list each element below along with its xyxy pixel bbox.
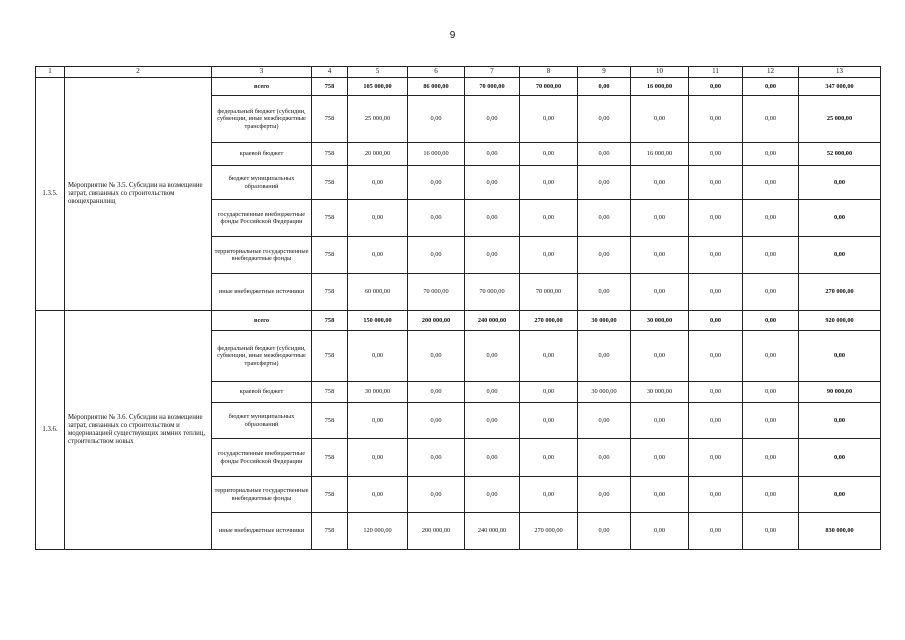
funding-source: территориальные государственные внебюджетные фонды (212, 237, 312, 274)
amount-cell: 0,00 (631, 513, 689, 550)
amount-cell: 0,00 (631, 331, 689, 382)
amount-cell: 0,00 (520, 143, 578, 166)
amount-cell: 0,00 (520, 96, 578, 143)
amount-cell: 0,00 (520, 477, 578, 513)
amount-cell: 16 000,00 (408, 143, 465, 166)
amount-cell: 0,00 (348, 477, 408, 513)
grbs-code: 758 (312, 143, 348, 166)
amount-cell: 0,00 (578, 96, 631, 143)
amount-cell: 0,00 (408, 237, 465, 274)
total-cell: 0,00 (799, 237, 881, 274)
amount-cell: 0,00 (743, 143, 799, 166)
amount-cell: 0,00 (743, 331, 799, 382)
total-cell: 830 000,00 (799, 513, 881, 550)
activity-title: Мероприятие № 3.6. Субсидии на возмещение затрат, связанных со строительством и модернизацией существующих зимних теплиц, строительством новых (65, 311, 212, 550)
amount-cell: 0,00 (578, 274, 631, 311)
amount-cell: 0,00 (631, 200, 689, 237)
funding-source: федеральный бюджет (субсидии, субвенции, иные межбюджетные трансферты) (212, 331, 312, 382)
amount-cell: 0,00 (408, 200, 465, 237)
column-header: 7 (465, 67, 520, 78)
amount-cell: 0,00 (465, 477, 520, 513)
total-cell: 270 000,00 (799, 274, 881, 311)
budget-table (35, 66, 881, 550)
funding-source: всего (212, 311, 312, 331)
amount-cell: 240 000,00 (465, 513, 520, 550)
activity-code: 1.3.5. (36, 78, 65, 311)
amount-cell: 200 000,00 (408, 513, 465, 550)
amount-cell: 0,00 (465, 382, 520, 403)
total-cell: 920 000,00 (799, 311, 881, 331)
funding-source: государственные внебюджетные фонды Российской Федерации (212, 439, 312, 477)
funding-source: бюджет муниципальных образований (212, 166, 312, 200)
table-header-row (36, 67, 881, 78)
amount-cell: 270 000,00 (520, 311, 578, 331)
amount-cell: 86 000,00 (408, 78, 465, 96)
column-header: 4 (312, 67, 348, 78)
column-header: 1 (36, 67, 65, 78)
amount-cell: 70 000,00 (465, 78, 520, 96)
amount-cell: 0,00 (465, 403, 520, 439)
funding-source: государственные внебюджетные фонды Российской Федерации (212, 200, 312, 237)
amount-cell: 0,00 (743, 477, 799, 513)
amount-cell: 30 000,00 (578, 311, 631, 331)
amount-cell: 0,00 (578, 143, 631, 166)
funding-source: территориальные государственные внебюджетные фонды (212, 477, 312, 513)
amount-cell: 0,00 (689, 311, 743, 331)
grbs-code: 758 (312, 382, 348, 403)
amount-cell: 0,00 (743, 439, 799, 477)
amount-cell: 0,00 (348, 439, 408, 477)
column-header: 3 (212, 67, 312, 78)
amount-cell: 0,00 (689, 78, 743, 96)
funding-source: иные внебюджетные источники (212, 513, 312, 550)
total-cell: 25 000,00 (799, 96, 881, 143)
total-cell: 0,00 (799, 331, 881, 382)
amount-cell: 0,00 (743, 311, 799, 331)
amount-cell: 0,00 (689, 439, 743, 477)
amount-cell: 0,00 (578, 403, 631, 439)
amount-cell: 0,00 (520, 403, 578, 439)
amount-cell: 0,00 (743, 403, 799, 439)
amount-cell: 0,00 (520, 331, 578, 382)
amount-cell: 270 000,00 (520, 513, 578, 550)
amount-cell: 0,00 (631, 96, 689, 143)
activity-code: 1.3.6. (36, 311, 65, 550)
amount-cell: 0,00 (408, 382, 465, 403)
amount-cell: 105 000,00 (348, 78, 408, 96)
amount-cell: 60 000,00 (348, 274, 408, 311)
amount-cell: 0,00 (578, 331, 631, 382)
amount-cell: 0,00 (465, 331, 520, 382)
amount-cell: 240 000,00 (465, 311, 520, 331)
grbs-code: 758 (312, 200, 348, 237)
amount-cell: 25 000,00 (348, 96, 408, 143)
amount-cell: 0,00 (578, 78, 631, 96)
amount-cell: 30 000,00 (631, 311, 689, 331)
total-cell: 0,00 (799, 477, 881, 513)
amount-cell: 0,00 (520, 237, 578, 274)
grbs-code: 758 (312, 311, 348, 331)
amount-cell: 20 000,00 (348, 143, 408, 166)
amount-cell: 0,00 (408, 439, 465, 477)
table-row (36, 78, 881, 96)
funding-source: всего (212, 78, 312, 96)
amount-cell: 70 000,00 (520, 274, 578, 311)
grbs-code: 758 (312, 439, 348, 477)
amount-cell: 16 000,00 (631, 78, 689, 96)
amount-cell: 0,00 (578, 513, 631, 550)
total-cell: 0,00 (799, 200, 881, 237)
amount-cell: 0,00 (465, 143, 520, 166)
page-number: 9 (449, 30, 456, 41)
amount-cell: 0,00 (348, 331, 408, 382)
amount-cell: 0,00 (408, 403, 465, 439)
amount-cell: 0,00 (465, 200, 520, 237)
amount-cell: 0,00 (348, 166, 408, 200)
amount-cell: 0,00 (689, 96, 743, 143)
amount-cell: 0,00 (689, 382, 743, 403)
amount-cell: 0,00 (578, 166, 631, 200)
amount-cell: 200 000,00 (408, 311, 465, 331)
amount-cell: 0,00 (631, 166, 689, 200)
amount-cell: 0,00 (631, 237, 689, 274)
total-cell: 52 000,00 (799, 143, 881, 166)
amount-cell: 0,00 (743, 237, 799, 274)
amount-cell: 0,00 (743, 200, 799, 237)
amount-cell: 0,00 (689, 200, 743, 237)
amount-cell: 30 000,00 (631, 382, 689, 403)
amount-cell: 0,00 (631, 403, 689, 439)
amount-cell: 0,00 (520, 439, 578, 477)
column-header: 9 (578, 67, 631, 78)
total-cell: 347 000,00 (799, 78, 881, 96)
amount-cell: 0,00 (689, 237, 743, 274)
amount-cell: 30 000,00 (348, 382, 408, 403)
amount-cell: 0,00 (408, 477, 465, 513)
amount-cell: 0,00 (465, 166, 520, 200)
amount-cell: 70 000,00 (520, 78, 578, 96)
amount-cell: 0,00 (689, 403, 743, 439)
total-cell: 90 000,00 (799, 382, 881, 403)
amount-cell: 0,00 (408, 96, 465, 143)
amount-cell: 0,00 (465, 96, 520, 143)
grbs-code: 758 (312, 96, 348, 143)
total-cell: 0,00 (799, 403, 881, 439)
funding-source: иные внебюджетные источники (212, 274, 312, 311)
funding-source: краевой бюджет (212, 143, 312, 166)
grbs-code: 758 (312, 513, 348, 550)
amount-cell: 0,00 (520, 200, 578, 237)
amount-cell: 70 000,00 (465, 274, 520, 311)
amount-cell: 0,00 (578, 200, 631, 237)
amount-cell: 30 000,00 (578, 382, 631, 403)
amount-cell: 0,00 (743, 513, 799, 550)
grbs-code: 758 (312, 403, 348, 439)
grbs-code: 758 (312, 166, 348, 200)
amount-cell: 120 000,00 (348, 513, 408, 550)
amount-cell: 0,00 (743, 166, 799, 200)
total-cell: 0,00 (799, 439, 881, 477)
funding-source: федеральный бюджет (субсидии, субвенции, иные межбюджетные трансферты) (212, 96, 312, 143)
amount-cell: 0,00 (689, 274, 743, 311)
column-header: 12 (743, 67, 799, 78)
grbs-code: 758 (312, 477, 348, 513)
amount-cell: 0,00 (743, 382, 799, 403)
amount-cell: 0,00 (578, 237, 631, 274)
column-header: 13 (799, 67, 881, 78)
grbs-code: 758 (312, 331, 348, 382)
amount-cell: 0,00 (520, 166, 578, 200)
table-row (36, 311, 881, 331)
grbs-code: 758 (312, 78, 348, 96)
column-header: 2 (65, 67, 212, 78)
amount-cell: 0,00 (689, 513, 743, 550)
amount-cell: 16 000,00 (631, 143, 689, 166)
amount-cell: 0,00 (578, 439, 631, 477)
column-header: 6 (408, 67, 465, 78)
amount-cell: 0,00 (348, 200, 408, 237)
grbs-code: 758 (312, 274, 348, 311)
amount-cell: 0,00 (689, 143, 743, 166)
column-header: 5 (348, 67, 408, 78)
grbs-code: 758 (312, 237, 348, 274)
amount-cell: 0,00 (631, 439, 689, 477)
amount-cell: 0,00 (743, 78, 799, 96)
column-header: 11 (689, 67, 743, 78)
amount-cell: 0,00 (465, 439, 520, 477)
amount-cell: 0,00 (743, 274, 799, 311)
amount-cell: 0,00 (689, 331, 743, 382)
amount-cell: 70 000,00 (408, 274, 465, 311)
amount-cell: 0,00 (743, 96, 799, 143)
funding-source: бюджет муниципальных образований (212, 403, 312, 439)
amount-cell: 0,00 (348, 237, 408, 274)
amount-cell: 0,00 (408, 331, 465, 382)
column-header: 8 (520, 67, 578, 78)
amount-cell: 0,00 (578, 477, 631, 513)
amount-cell: 0,00 (631, 477, 689, 513)
total-cell: 0,00 (799, 166, 881, 200)
amount-cell: 0,00 (408, 166, 465, 200)
column-header: 10 (631, 67, 689, 78)
amount-cell: 0,00 (631, 274, 689, 311)
amount-cell: 0,00 (520, 382, 578, 403)
amount-cell: 150 000,00 (348, 311, 408, 331)
amount-cell: 0,00 (465, 237, 520, 274)
amount-cell: 0,00 (689, 477, 743, 513)
activity-title: Мероприятие № 3.5. Субсидии на возмещение затрат, связанных со строительством овощехранилищ (65, 78, 212, 311)
amount-cell: 0,00 (689, 166, 743, 200)
amount-cell: 0,00 (348, 403, 408, 439)
funding-source: краевой бюджет (212, 382, 312, 403)
